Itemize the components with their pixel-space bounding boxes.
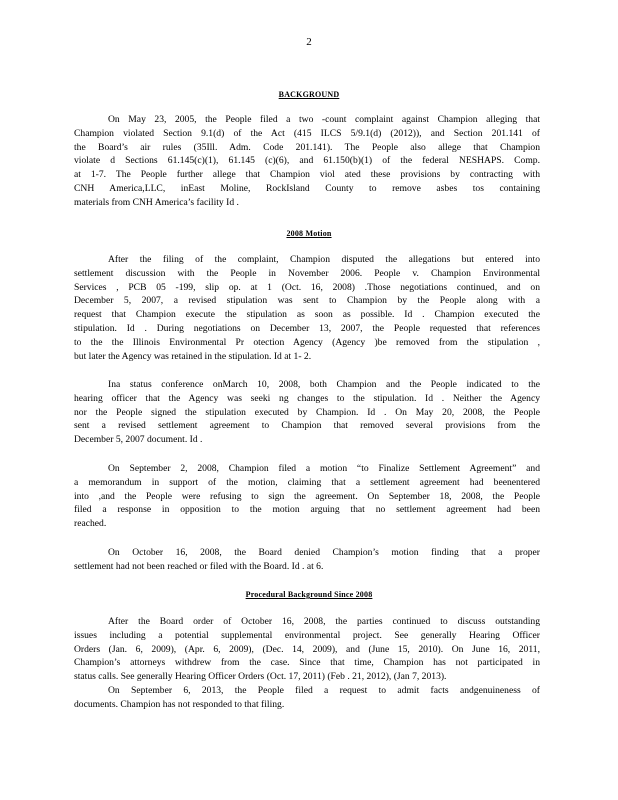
text-line: to the the Illinois Environmental Pr otection Agency (Agency )be removed from the stipulation , <box>74 336 540 348</box>
text-line: into ,and the People were refusing to sign the agreement. On September 18, 2008, the People <box>74 490 540 502</box>
text-line: violate d Sections 61.145(c)(1), 61.145 (c)(6), and 61.150(b)(1) of the federal NESHAPS. Comp. <box>74 155 540 167</box>
text-line: filed a response in opposition to the motion arguing that no settlement agreement had been <box>74 504 540 516</box>
text-line: On September 6, 2013, the People filed a request to admit facts andgenuineness of <box>108 684 540 696</box>
text-line: settlement had not been reached or filed with the Board. Id . at 6. <box>74 560 324 572</box>
paragraph-motion-1 <box>74 253 540 363</box>
text-line: nor the People signed the stipulation executed by Champion. Id . On May 20, 2008, the People <box>74 406 540 418</box>
text-line: the Board’s air rules (35Ill. Adm. Code 201.141). The People also allege that Champion <box>74 141 540 153</box>
paragraph-motion-2 <box>74 378 540 447</box>
text-line: but later the Agency was retained in the stipulation. Id at 1- 2. <box>74 350 312 362</box>
text-line: December 5, 2007 document. Id . <box>74 434 203 446</box>
text-line: December 5, 2007, a revised stipulation was sent to Champion by the People along with a <box>74 295 540 307</box>
text-line: issues including a potential supplemental environmental project. See generally Hearing Officer <box>74 629 540 641</box>
paragraph-motion-3 <box>74 462 540 531</box>
text-line: Ina status conference onMarch 10, 2008, both Champion and the People indicated to the <box>108 379 540 390</box>
text-line: After the Board order of October 16, 2008, the parties continued to discuss outstanding <box>108 616 540 627</box>
text-line: On May 23, 2005, the People filed a two -count complaint against Champion alleging that <box>108 114 540 125</box>
text-line: After the filing of the complaint, Champion disputed the allegations but entered into <box>108 254 540 265</box>
text-line: materials from CNH America’s facility Id . <box>74 196 239 208</box>
text-line: documents. Champion has not responded to that filing. <box>74 698 285 710</box>
text-line: On October 16, 2008, the Board denied Champion’s motion finding that a proper <box>108 547 540 558</box>
text-line: request that Champion execute the stipulation as soon as possible. Id . Champion executed the <box>74 309 540 321</box>
text-line: at 1-7. The People further allege that Champion viol ated these provisions by contracting with <box>74 169 540 181</box>
text-line: settlement discussion with the People in November 2006. People v. Champion Environmental <box>74 267 540 279</box>
heading-procedural-background: Procedural Background Since 2008 <box>245 590 373 599</box>
text-line: sent a revised settlement agreement to Champion that removed several provisions from the <box>74 420 540 432</box>
paragraph-background-1 <box>74 113 540 210</box>
paragraph-procedural-1 <box>74 615 540 712</box>
text-line: On September 2, 2008, Champion filed a motion “to Finalize Settlement Agreement” and <box>108 463 540 474</box>
text-line: stipulation. Id . During negotiations on December 13, 2007, the People requested that references <box>74 322 540 334</box>
heading-2008-motion: 2008 Motion <box>286 229 332 238</box>
text-line: a memorandum in support of the motion, claiming that a settlement agreement had beenentered <box>74 476 540 488</box>
heading-background: BACKGROUND <box>278 90 340 99</box>
text-line: reached. <box>74 518 107 530</box>
text-line: Orders (Jan. 6, 2009), (Apr. 6, 2009), (Dec. 14, 2009), and (June 15, 2010). On June 16, 2011, <box>74 643 540 655</box>
text-line: hearing officer that the Agency was seeki ng changes to the stipulation. Id . Neither the Agency <box>74 392 540 404</box>
page-number: 2 <box>306 36 312 48</box>
text-line: Champion’s attorneys withdrew from the case. Since that time, Champion has not participated in <box>74 657 540 669</box>
text-line: Champion violated Section 9.1(d) of the Act (415 ILCS 5/9.1(d) (2012)), and Section 201.141 of <box>74 127 540 139</box>
text-line: status calls. See generally Hearing Officer Orders (Oct. 17, 2011) (Feb . 21, 2012), (Jan 7, 2013). <box>74 671 447 683</box>
text-line: CNH America,LLC, inEast Moline, RockIsland County to remove asbes tos containing <box>74 182 540 194</box>
paragraph-motion-4 <box>74 546 540 574</box>
text-line: Services , PCB 05 -199, slip op. at 1 (Oct. 16, 2008) .Those negotiations continued, and on <box>74 281 540 293</box>
